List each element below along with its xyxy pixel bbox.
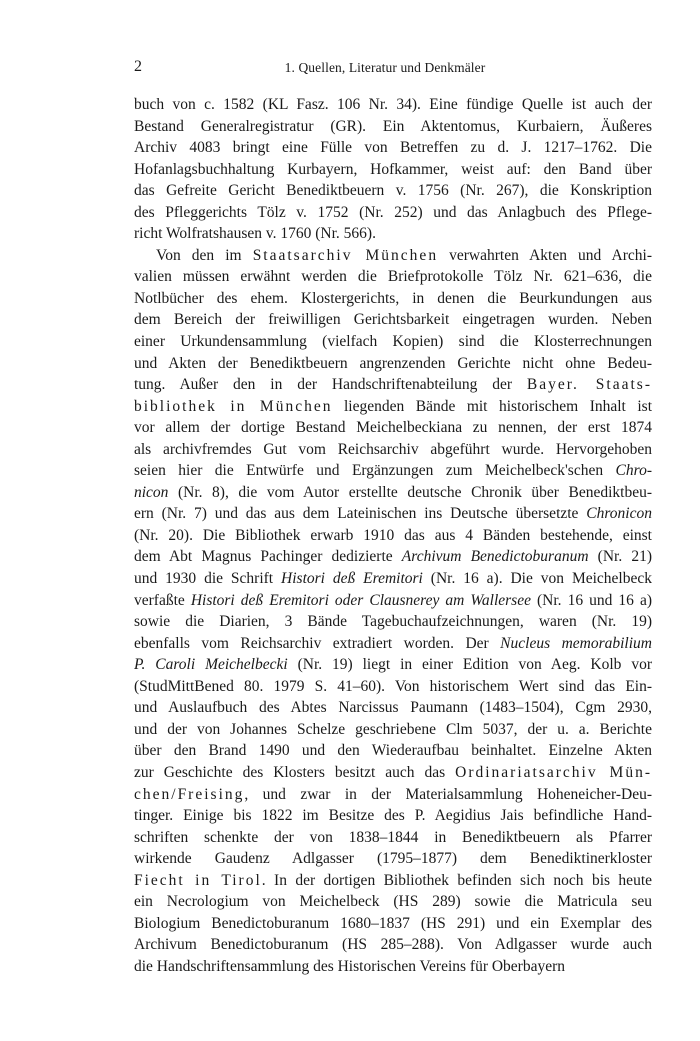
text-line bbox=[134, 396, 652, 418]
text-run: und 1930 die Schrift bbox=[134, 570, 282, 588]
text-run: tung. Außer den in der Handschriftenabteilung der bbox=[134, 376, 527, 394]
text-run: und Akten der Benediktbeuern angrenzenden Gerichte nicht ohne Bedeu- bbox=[134, 354, 652, 372]
text-line bbox=[134, 740, 652, 762]
text-run: verwahrten Akten und Archi- bbox=[438, 246, 652, 264]
text-line bbox=[134, 697, 652, 719]
text-run: Archivum Benedictoburanum (HS 285–288). Von Adlgasser wurde auch bbox=[134, 936, 652, 954]
text-line bbox=[134, 654, 652, 676]
text-run: seien hier die Entwürfe und Ergänzungen zum Meichelbeck'schen bbox=[134, 462, 616, 480]
italic-title: nicon bbox=[134, 483, 169, 501]
text-line bbox=[134, 223, 652, 245]
text-run: einer Urkundensammlung (vielfach Kopien) sind die Klosterrechnungen bbox=[134, 333, 652, 351]
text-run: und der von Johannes Schelze geschriebene Clm 5037, der u. a. Berichte bbox=[134, 720, 652, 738]
body-text bbox=[134, 94, 652, 977]
text-run: , und zwar in der Materialsammlung Hoheneicher-Deu- bbox=[244, 785, 652, 803]
text-line bbox=[134, 353, 652, 375]
italic-title: Histori deß Eremitori bbox=[281, 570, 423, 588]
text-run: ern (Nr. 7) und das aus dem Lateinischen ins Deutsche übersetzte bbox=[134, 505, 587, 523]
text-run: Notlbücher des ehem. Klostergerichts, in denen die Beurkundungen aus bbox=[134, 289, 652, 307]
text-run: sowie die Diarien, 3 Bände Tagebuchaufzeichnungen, waren (Nr. 19) bbox=[134, 613, 652, 631]
text-line bbox=[134, 546, 652, 568]
italic-title: Nucleus memorabilium bbox=[500, 634, 652, 652]
text-line bbox=[134, 891, 652, 913]
text-run: (Nr. 8), die vom Autor erstellte deutsche Chronik über Benediktbeu- bbox=[168, 483, 652, 501]
text-run: des Pfleggerichts Tölz v. 1752 (Nr. 252) und das Anlagbuch des Pflege- bbox=[134, 203, 652, 221]
text-run: . In der dortigen Bibliothek befinden sich noch bis heute bbox=[261, 871, 652, 889]
text-line bbox=[134, 137, 652, 159]
text-run: (Nr. 19) liegt in einer Edition von Aeg. Kolb vor bbox=[287, 656, 652, 674]
text-run: Archiv 4083 bringt eine Fülle von Betreffen zu d. J. 1217–1762. Die bbox=[134, 139, 652, 157]
text-run: (Nr. 16 und 16 a) bbox=[530, 591, 652, 609]
text-run: (Nr. 20). Die Bibliothek erwarb 1910 das aus 4 Bänden bestehende, einst bbox=[134, 526, 652, 544]
text-run: vor allem der dortige Bestand Meichelbeckiana zu nennen, der erst 1874 bbox=[134, 419, 652, 437]
text-line bbox=[134, 482, 652, 504]
text-run: tinger. Einige bis 1822 im Besitze des P. Aegidius Jais befindliche Hand- bbox=[134, 807, 652, 825]
text-run: ein Necrologium von Meichelbeck (HS 289) sowie die Matricula seu bbox=[134, 893, 652, 911]
text-run: Hofanlagsbuchhaltung Kurbayern, Hofkammer, weist auf: den Band über bbox=[134, 160, 652, 178]
spaced-name: chen/Freising bbox=[134, 785, 245, 803]
text-line bbox=[134, 676, 652, 698]
text-run: über den Brand 1490 und den Wiederaufbau beinhaltet. Einzelne Akten bbox=[134, 742, 652, 760]
text-line bbox=[134, 116, 652, 138]
text-line bbox=[134, 848, 652, 870]
text-run: richt Wolfratshausen v. 1760 (Nr. 566). bbox=[134, 225, 376, 243]
text-run: valien müssen erwähnt werden die Briefprotokolle Tölz Nr. 621–636, die bbox=[134, 268, 652, 286]
text-line bbox=[134, 805, 652, 827]
text-run: die Handschriftensammlung des Historischen Vereins für Oberbayern bbox=[134, 957, 566, 975]
text-run: und Auslaufbuch des Abtes Narcissus Paumann (1483–1504), Cgm 2930, bbox=[134, 699, 652, 717]
text-run: ebenfalls vom Reichsarchiv extradiert worden. Der bbox=[134, 634, 501, 652]
text-line bbox=[134, 417, 652, 439]
text-line bbox=[134, 870, 652, 892]
text-line bbox=[134, 266, 652, 288]
text-run: Von den im bbox=[156, 246, 253, 264]
text-run: verfaßte bbox=[134, 591, 191, 609]
text-line bbox=[134, 762, 652, 784]
text-line bbox=[134, 633, 652, 655]
spaced-name: Fiecht in Tirol bbox=[134, 871, 262, 889]
text-line bbox=[134, 245, 652, 267]
text-line bbox=[134, 956, 652, 978]
spaced-name: Bayer. Staats- bbox=[526, 376, 652, 394]
text-line bbox=[134, 590, 652, 612]
page-number: 2 bbox=[134, 58, 142, 75]
text-line bbox=[134, 374, 652, 396]
text-line bbox=[134, 159, 652, 181]
text-line bbox=[134, 309, 652, 331]
text-run: (StudMittBened 80. 1979 S. 41–60). Von historischem Wert sind das Ein- bbox=[134, 677, 652, 695]
running-head: 1. Quellen, Literatur und Denkmäler bbox=[284, 60, 486, 75]
text-run: (Nr. 21) bbox=[588, 548, 652, 566]
text-line bbox=[134, 202, 652, 224]
spaced-name: Ordinariatsarchiv Mün- bbox=[455, 763, 652, 781]
italic-title: Histori deß Eremitori oder Clausnerey am Wallersee bbox=[190, 591, 531, 609]
spaced-name: Staatsarchiv München bbox=[252, 246, 439, 264]
text-line bbox=[134, 525, 652, 547]
text-line bbox=[134, 934, 652, 956]
text-run: wirkende Gaudenz Adlgasser (1795–1877) dem Benediktinerkloster bbox=[134, 850, 652, 868]
text-run: Bestand Generalregistratur (GR). Ein Aktentomus, Kurbaiern, Äußeres bbox=[134, 117, 652, 135]
text-run: Biologium Benedictoburanum 1680–1837 (HS 291) und ein Exemplar des bbox=[134, 914, 652, 932]
text-line bbox=[134, 439, 652, 461]
text-run: dem Bereich der freiwilligen Gerichtsbarkeit eingetragen wurden. Neben bbox=[134, 311, 652, 329]
italic-title: P. Caroli Meichelbecki bbox=[134, 656, 288, 674]
text-line bbox=[134, 568, 652, 590]
text-run: (Nr. 16 a). Die von Meichelbeck bbox=[422, 570, 652, 588]
text-line bbox=[134, 784, 652, 806]
text-line bbox=[134, 288, 652, 310]
text-run: das Gefreite Gericht Benediktbeuern v. 1756 (Nr. 267), die Konskription bbox=[134, 182, 652, 200]
text-line bbox=[134, 94, 652, 116]
text-line bbox=[134, 331, 652, 353]
text-run: buch von c. 1582 (KL Fasz. 106 Nr. 34). Eine fündige Quelle ist auch der bbox=[134, 96, 652, 113]
text-line bbox=[134, 913, 652, 935]
text-run: zur Geschichte des Klosters besitzt auch das bbox=[134, 763, 456, 781]
text-line bbox=[134, 503, 652, 525]
italic-title: Archivum Benedictoburanum bbox=[401, 548, 589, 566]
text-line bbox=[134, 611, 652, 633]
text-run: als archivfremdes Gut vom Reichsarchiv abgeführt wurde. Hervorgehoben bbox=[134, 440, 652, 458]
italic-title: Chronicon bbox=[586, 505, 652, 523]
text-run: liegenden Bände mit historischem Inhalt ist bbox=[332, 397, 652, 415]
text-run: schriften schenkte der von 1838–1844 in Benediktbeuern als Pfarrer bbox=[134, 828, 652, 846]
text-line bbox=[134, 719, 652, 741]
text-line bbox=[134, 180, 652, 202]
text-line bbox=[134, 460, 652, 482]
spaced-name: bibliothek in München bbox=[134, 397, 333, 415]
text-line bbox=[134, 827, 652, 849]
italic-title: Chro- bbox=[615, 462, 652, 480]
text-run: dem Abt Magnus Pachinger dedizierte bbox=[134, 548, 402, 566]
